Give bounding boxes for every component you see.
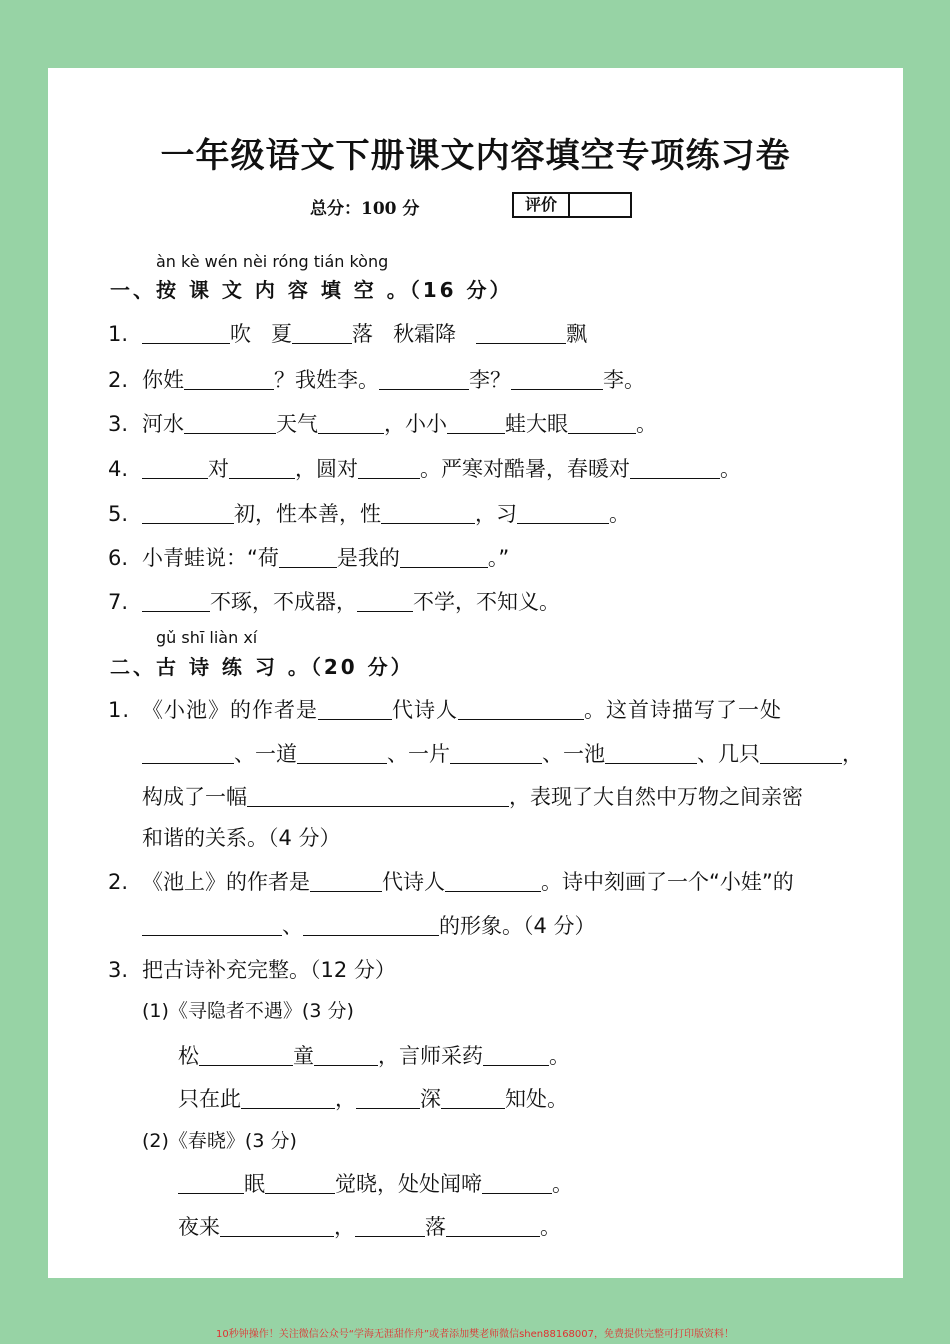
s2-q1-line1: 1. 《小池》的作者是 代诗人 。这首诗描写了一处 [108,698,782,722]
blank[interactable] [482,1173,552,1194]
blank[interactable] [318,699,392,720]
poem1-line1: 松 童 ，言师采药 。 [178,1044,570,1068]
blank[interactable] [220,1216,334,1237]
blank[interactable] [381,503,475,524]
blank[interactable] [241,1088,335,1109]
section1-pinyin: àn kè wén nèi róng tián kòng [156,252,389,271]
blank[interactable] [265,1173,335,1194]
blank[interactable] [458,699,584,720]
page-title: 一年级语文下册课文内容填空专项练习卷 [160,136,791,176]
evaluation-label: 评价 [514,194,570,216]
poem1-line2: 只在此 ， 深 知处。 [178,1087,568,1111]
s2-q1-line4: 和谐的关系。（4 分） [142,826,341,850]
section2-heading: 二、古 诗 练 习 。（20 分） [110,655,414,679]
poem1-title: (1)《寻隐者不遇》(3 分) [142,1000,354,1022]
s1-item-4: 4. 对 ，圆对 。严寒对酷暑，春暖对 。 [108,457,741,481]
blank[interactable] [445,871,541,892]
blank[interactable] [450,743,542,764]
evaluation-box [512,192,632,218]
blank[interactable] [229,458,295,479]
s2-q1-line3: 构成了一幅 ，表现了大自然中万物之间亲密 [142,785,803,809]
s1-item-7: 7. 不琢，不成器， 不学，不知义。 [108,590,560,614]
blank[interactable] [605,743,697,764]
blank[interactable] [297,743,387,764]
blank[interactable] [178,1173,244,1194]
blank[interactable] [142,323,230,344]
s1-item-5: 5. 初，性本善，性 ，习 。 [108,502,630,526]
s1-item-1: 1. 吹 夏 落 秋霜降 飘 [108,322,588,346]
s2-q2-line2: 、 的形象。（4 分） [142,910,596,940]
blank[interactable] [310,871,382,892]
section2-pinyin: gǔ shī liàn xí [156,628,258,647]
footer-note: 10秒钟操作！关注微信公众号“学海无涯甜作舟”或者添加樊老师微信shen88168007，免费提供完整可打印版资料！ [215,1329,735,1340]
total-score: 总分：100 分 [310,199,420,219]
blank[interactable] [400,547,488,568]
poem2-line2: 夜来 ， 落 。 [178,1215,561,1239]
blank[interactable] [760,743,842,764]
s2-q3-heading: 3. 把古诗补充完整。（12 分） [108,958,396,982]
blank[interactable] [357,591,413,612]
blank[interactable] [356,1088,420,1109]
blank[interactable] [142,915,282,936]
blank[interactable] [318,413,384,434]
section1-heading: 一、按 课 文 内 容 填 空 。（16 分） [110,278,513,302]
blank[interactable] [379,369,469,390]
blank[interactable] [446,1216,540,1237]
blank[interactable] [355,1216,425,1237]
blank[interactable] [142,743,234,764]
blank[interactable] [247,786,509,807]
blank[interactable] [142,591,210,612]
blank[interactable] [358,458,420,479]
blank[interactable] [292,323,352,344]
blank[interactable] [517,503,609,524]
blank[interactable] [447,413,505,434]
evaluation-field[interactable] [570,194,630,216]
blank[interactable] [279,547,337,568]
blank[interactable] [184,413,276,434]
blank[interactable] [476,323,566,344]
blank[interactable] [483,1045,549,1066]
poem2-line1: 眠 觉晓，处处闻啼 。 [178,1168,573,1198]
blank[interactable] [184,369,274,390]
s2-q1-line2: 、一道 、一片 、一池 、几只 ， [142,738,863,768]
s2-q2-line1: 2. 《池上》的作者是 代诗人 。诗中刻画了一个“小娃”的 [108,870,794,894]
s1-item-2: 2. 你姓 ？我姓李。 李？ 李。 [108,368,645,392]
blank[interactable] [199,1045,293,1066]
blank[interactable] [568,413,636,434]
blank[interactable] [303,915,439,936]
worksheet-page [48,68,903,1278]
s1-item-6: 6. 小青蛙说：“荷 是我的 。” [108,546,510,570]
s1-item-3: 3. 河水 天气 ，小小 蛙大眼 。 [108,412,657,436]
blank[interactable] [142,458,208,479]
blank[interactable] [511,369,603,390]
poem2-title: (2)《春晓》(3 分) [142,1130,297,1152]
blank[interactable] [441,1088,505,1109]
blank[interactable] [142,503,234,524]
blank[interactable] [630,458,720,479]
blank[interactable] [314,1045,378,1066]
